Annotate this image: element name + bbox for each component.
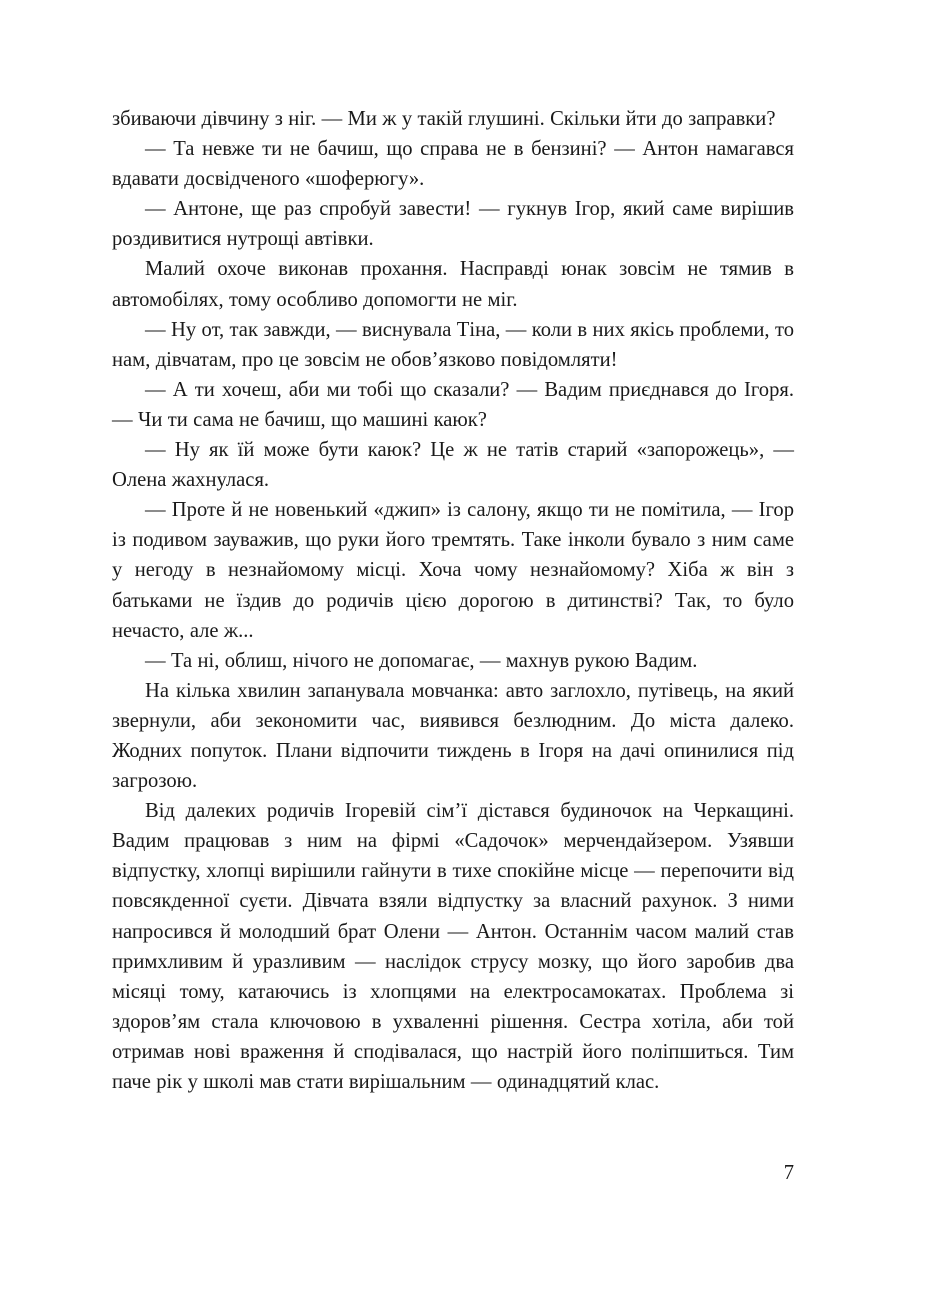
paragraph: — Ну от, так завжди, — виснувала Тіна, — коли в них якісь проблеми, то нам, дівчатам, про це зовсім не обов’язково повідомляти! [112, 318, 794, 371]
page-number: 7 [783, 1162, 794, 1184]
paragraph: — Проте й не новенький «джип» із салону, якщо ти не помітила, — Ігор із подивом зауважив, що руки його тремтять. Таке інколи бувало з ним саме у негоду в незнайомому місці. Хоча чому незнайомому? Хіба ж він з батьками не їздив до родичів цією дорогою в дитинстві? Так, то було нечасто, але ж... [112, 499, 794, 642]
paragraph: — Антоне, ще раз спробуй завести! — гукнув Ігор, який саме вирішив роздивитися нутрощі автівки. [112, 198, 794, 251]
paragraph: — Та ні, облиш, нічого не допомагає, — махнув рукою Вадим. [145, 649, 698, 672]
page-text-block [112, 104, 794, 1097]
paragraph: — Ну як їй може бути каюк? Це ж не татів старий «запорожець», — Олена жахнулася. [112, 439, 794, 492]
paragraph: — Та невже ти не бачиш, що справа не в бензині? — Антон намагався вдавати досвідченого «шоферюгу». [112, 138, 794, 191]
paragraph: — А ти хочеш, аби ми тобі що сказали? — Вадим приєднався до Ігоря. — Чи ти сама не бачиш, що машині каюк? [112, 378, 794, 431]
paragraph: Малий охоче виконав прохання. Насправді юнак зовсім не тямив в автомобілях, тому особливо допомогти не міг. [112, 258, 794, 311]
paragraph: збиваючи дівчину з ніг. — Ми ж у такій глушині. Скільки йти до заправки? [112, 108, 776, 130]
paragraph: На кілька хвилин запанувала мовчанка: авто заглохло, путівець, на який звернули, аби зекономити час, виявився безлюдним. До міста далеко. Жодних попуток. Плани відпочити тиждень в Ігоря на дачі опинилися під загрозою. [112, 679, 794, 793]
paragraph: Від далеких родичів Ігоревій сім’ї дістався будиночок на Черкащині. Вадим працював з ним на фірмі «Садочок» мерчендайзером. Узявши відпустку, хлопці вирішили гайнути в тихе спокійне місце — перепочити від повсякденної суєти. Дівчата взяли відпустку за власний рахунок. З ними напросився й молодший брат Олени — Антон. Останнім часом малий став примхливим й уразливим — наслідок струсу мозку, що його заробив два місяці тому, катаючись із хлопцями на електросамокатах. Проблема зі здоров’ям стала ключовою в ухваленні рішення. Сестра хотіла, аби той отримав нові враження й сподівалася, що настрій його поліпшиться. Тим паче рік у школі мав стати вирішальним — одинадцятий клас. [112, 800, 794, 1093]
